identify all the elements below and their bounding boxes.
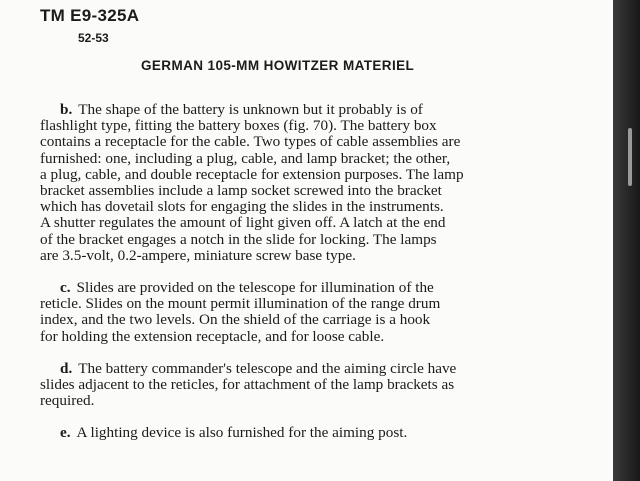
paragraph-d — [40, 361, 580, 410]
text-line: slides adjacent to the reticles, for attachment of the lamp brackets as — [40, 376, 455, 394]
text-line: A shutter regulates the amount of light given off. A latch at the end — [40, 214, 446, 232]
text-line: reticle. Slides on the mount permit illumination of the range drum — [40, 295, 441, 313]
text-line: contains a receptacle for the cable. Two types of cable assemblies are — [40, 133, 461, 151]
text-line: Slides are provided on the telescope for illumination of the — [76, 279, 434, 297]
text-line: flashlight type, fitting the battery boxes (fig. 70). The battery box — [40, 117, 437, 135]
text-line: which has dovetail slots for engaging the slides in the instruments. — [40, 198, 444, 216]
text-line: index, and the two levels. On the shield of the carriage is a hook — [40, 311, 431, 329]
page-numbers: 52-53 — [78, 31, 109, 45]
paragraph-e — [40, 425, 580, 441]
scrollbar-thumb[interactable] — [628, 128, 632, 186]
text-line: are 3.5-volt, 0.2-ampere, miniature screw base type. — [40, 246, 356, 264]
text-line: of the bracket engages a notch in the slide for locking. The lamps — [40, 230, 437, 248]
paragraph-label: c. — [60, 279, 71, 297]
document-id: TM E9-325A — [40, 6, 140, 25]
paragraph-c — [40, 280, 580, 345]
text-line: A lighting device is also furnished for the aiming post. — [76, 424, 408, 442]
window-edge — [613, 0, 640, 481]
text-line: furnished: one, including a plug, cable, and lamp bracket; the other, — [40, 149, 451, 167]
text-line: required. — [40, 392, 95, 410]
body-text — [40, 102, 580, 442]
text-line: for holding the extension receptacle, and for loose cable. — [40, 327, 385, 345]
text-line: The shape of the battery is unknown but it probably is of — [78, 101, 423, 118]
text-line: a plug, cable, and double receptacle for extension purposes. The lamp — [40, 165, 464, 183]
paragraph-label: b. — [60, 101, 73, 118]
paragraph-label: e. — [60, 424, 71, 442]
paragraph-label: d. — [60, 359, 73, 377]
text-line: The battery commander's telescope and the aiming circle have — [78, 359, 457, 377]
page-title: GERMAN 105-MM HOWITZER MATERIEL — [141, 58, 415, 73]
paragraph-b — [40, 102, 580, 264]
text-line: bracket assemblies include a lamp socket screwed into the bracket — [40, 182, 442, 200]
